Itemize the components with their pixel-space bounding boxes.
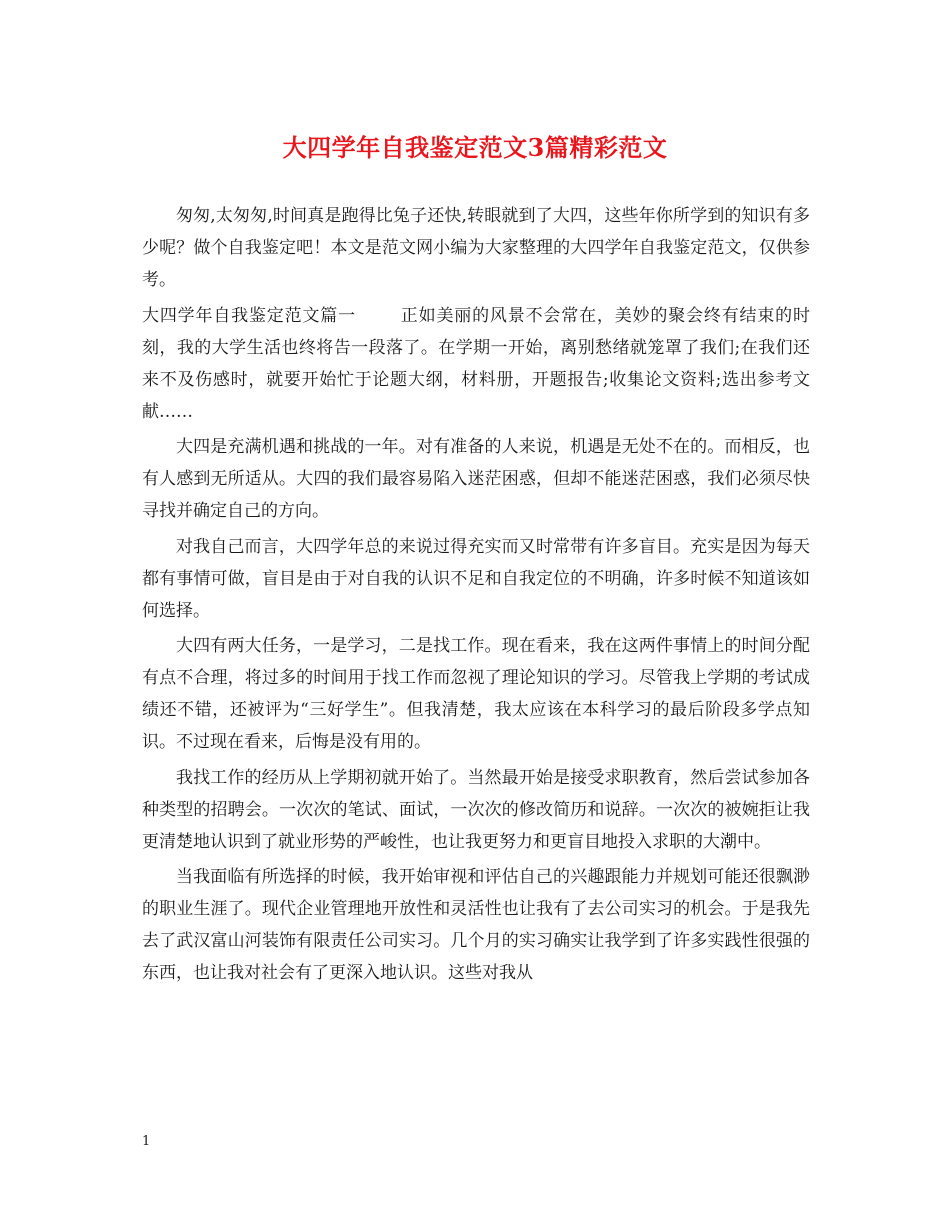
body-paragraph: 大四有两大任务，一是学习，二是找工作。现在看来，我在这两件事情上的时间分配有点不合理，将过多的时间用于找工作而忽视了理论知识的学习。尽管我上学期的考试成绩还不错，还被评为“三好学生”。但我清楚，我太应该在本科学习的最后阶段多学点知识。不过现在看来，后悔是没有用的。 (142, 636, 810, 752)
section-first-text: 正如美丽的风景不会常在，美妙的聚会终有结束的时刻，我的大学生活也终将告一段落了。在学期一开始，离别愁绪就笼罩了我们;在我们还来不及伤感时，就要开始忙于论题大纲，材料册，开题报告;收集论文资料;选出参考文献…… (142, 305, 811, 422)
section-heading: 大四学年自我鉴定范文篇一 (142, 305, 356, 326)
body-paragraph: 我找工作的经历从上学期初就开始了。当然最开始是接受求职教育，然后尝试参加各种类型的招聘会。一次次的笔试、面试，一次次的修改简历和说辞。一次次的被婉拒让我更清楚地认识到了就业形势的严峻性，也让我更努力和更盲目地投入求职的大潮中。 (142, 767, 810, 852)
section-paragraph (142, 300, 810, 428)
body-paragraph: 对我自己而言，大四学年总的来说过得充实而又时常带有许多盲目。充实是因为每天都有事情可做，盲目是由于对自我的认识不足和自我定位的不明确，许多时候不知道该如何选择。 (142, 536, 810, 621)
document-body (142, 200, 810, 993)
intro-paragraph: 匆匆,太匆匆,时间真是跑得比兔子还快,转眼就到了大四，这些年你所学到的知识有多少呢？做个自我鉴定吧！本文是范文网小编为大家整理的大四学年自我鉴定范文，仅供参考。 (142, 206, 810, 290)
body-paragraph: 当我面临有所选择的时候，我开始审视和评估自己的兴趣跟能力并规划可能还很飘渺的职业生涯了。现代企业管理地开放性和灵活性也让我有了去公司实习的机会。于是我先去了武汉富山河装饰有限责任公司实习。几个月的实习确实让我学到了许多实践性很强的东西，也让我对社会有了更深入地认识。这些对我从 (142, 867, 810, 983)
page-number: 1 (142, 1134, 151, 1149)
body-paragraph: 大四是充满机遇和挑战的一年。对有准备的人来说，机遇是无处不在的。而相反，也有人感到无所适从。大四的我们最容易陷入迷茫困惑，但却不能迷茫困惑，我们必须尽快寻找并确定自己的方向。 (142, 437, 810, 521)
document-title: 大四学年自我鉴定范文3篇精彩范文 (282, 133, 668, 162)
